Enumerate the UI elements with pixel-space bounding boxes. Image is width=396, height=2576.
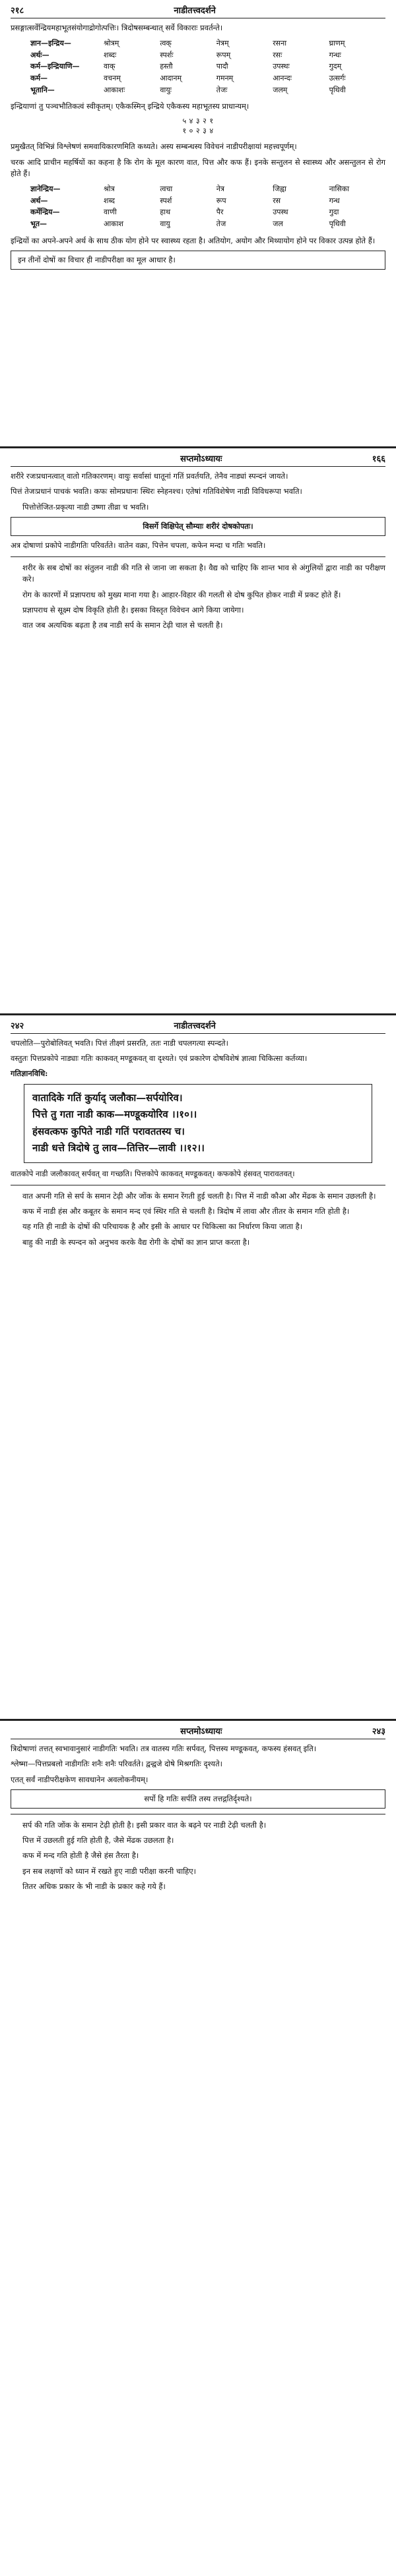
paragraph: कफ में मन्द गति होती है जैसे हंस तैरता है।: [22, 1851, 139, 1861]
page-242: [0, 1015, 396, 1721]
paragraph: पित्तोत्तेजित-प्रकृत्या नाडी उष्णा तीव्रा च भवति।: [22, 502, 149, 512]
page-header: [11, 452, 385, 467]
verse-line: वातादिके गतिं कुर्याद् जलौका—सर्पयोरिव।: [32, 1091, 183, 1104]
table-row: ज्ञानेन्द्रिय— श्रोत्र त्वचा नेत्र जिह्वा नासिका: [30, 185, 350, 194]
paragraph: वातकोपे नाडी जलौकावत् सर्पवत् वा गच्छति। पित्तकोपे काकवत् मण्डूकवत्। कफकोपे हंसवत् पारावतवत्।: [11, 1168, 295, 1178]
paragraph: इन सब लक्षणों को ध्यान में रखते हुए नाडी परीक्षा करनी चाहिए।: [22, 1866, 196, 1876]
page-header: [11, 4, 385, 18]
table-row: अर्थ— शब्द स्पर्श रूप रस गन्ध: [30, 196, 340, 205]
page-number: १६६: [372, 454, 385, 464]
paragraph: त्रिदोषाणां तत्तत् स्वभावानुसारं नाडीगतिः भवति। तत्र वातस्य गतिः सर्पवत्, पित्तस्य मण्डूकवत्, कफस्य हंसवत् इति।: [11, 1744, 317, 1753]
verse-block: [24, 1084, 372, 1163]
table-row: भूत— आकाश वायु तेज जल पृथिवी: [30, 220, 346, 228]
verse-line: पित्ते तु गता नाडी काक—मण्डूकयोरिव ।।१०।।: [32, 1108, 197, 1120]
page-number: २४२: [11, 1021, 24, 1031]
paragraph: चपलोति—पुरोबोलिवत् भवति। पित्तं तीक्ष्णं प्रसरति, ततः नाडी चपलगत्या स्पन्दते।: [11, 1038, 228, 1048]
paragraph: बाहु की नाडी के स्पन्दन को अनुभव करके वैद्य रोगी के दोषों का ज्ञान प्राप्त करता है।: [22, 1237, 250, 1247]
divider: [11, 556, 385, 557]
paragraph: वात जब अत्यधिक बढ़ता है तब नाडी सर्प के समान टेढ़ी चाल से चलती है।: [22, 620, 223, 630]
paragraph: इन्द्रियाणां तु पञ्चभौतिकत्वं स्वीकृतम्। एकैकस्मिन् इन्द्रिये एकैकस्य महाभूतस्य प्राधान्यम्।: [11, 102, 249, 111]
boxed-quote: विसर्गे विक्षिपेत् सौम्याः शरीरं दोषकोपतः।: [11, 517, 385, 536]
page-header: [11, 1725, 385, 1739]
table-row: भूतानि— आकाशः वायुः तेजः जलम् पृथिवी: [30, 85, 346, 94]
paragraph: प्रज्ञापराध से सूक्ष्म दोष विकृति होती है। इसका विस्तृत विवेचन आगे किया जायेगा।: [22, 605, 244, 614]
paragraph: प्रसङ्गात्सर्वेन्द्रियमहाभूतसंयोगाद्रोगोत्पत्तिः। त्रिदोषसम्बन्धात् सर्वे विकाराः प्रवर्तन्ते।: [11, 23, 223, 32]
paragraph: रोग के कारणों में प्रज्ञापराध को मुख्य माना गया है। आहार-विहार की गलती से दोष कुपित होकर नाडी में प्रकट होते हैं।: [22, 589, 341, 599]
page-218: [0, 0, 396, 448]
running-title: सप्तमोऽध्यायः: [180, 454, 222, 464]
paragraph: कफ में नाडी हंस और कबूतर के समान मन्द एवं स्थिर गति से चलती है। त्रिदोष में लावा और तीतर के समान गति होती है।: [22, 1207, 350, 1216]
paragraph: यह गति ही नाडी के दोषों की परिचायक है और इसी के आधार पर चिकित्सा का निर्धारण किया जाता है।: [22, 1222, 303, 1232]
paragraph: एतत् सर्वं नाडीपरीक्षकेण सावधानेन अवलोकनीयम्।: [11, 1774, 148, 1784]
paragraph: चरक आदि प्राचीन महर्षियों का कहना है कि रोग के मूल कारण वात, पित्त और कफ हैं। इनके सन्तुलन से स्वास्थ्य और असन्तुलन से रोग होते हैं।: [11, 157, 385, 178]
paragraph: सर्प की गति जोंक के समान टेढ़ी होती है। इसी प्रकार वात के बढ़ने पर नाडी टेढ़ी चलती है।: [22, 1820, 267, 1830]
table-row: कर्म— वचनम् आदानम् गमनम् आनन्दः उत्सर्गः: [30, 74, 346, 83]
section-heading: गतिज्ञानविधि:: [11, 1068, 48, 1078]
page-199: [0, 448, 396, 1015]
paragraph: शरीरे रजःप्रधानत्वात् वातो गतिकारणम्। वायुः सर्वासां धातूनां गतिं प्रवर्तयति, तेनैव नाड्यां स्पन्दनं जायते।: [11, 471, 288, 481]
boxed-quote: सर्पो हि गतिः सर्पति तस्य तत्तद्गतिर्दृश्यते।: [11, 1789, 385, 1809]
running-title: नाडीतत्त्वदर्शने: [174, 6, 216, 16]
verse-line: हंसवत्कफ कुपिते नाडी गतिं परावततस्य च।: [32, 1125, 185, 1137]
paragraph: अत्र दोषाणां प्रकोपे नाडीगतिः परिवर्तते। वातेन वक्रा, पित्तेन चपला, कफेन मन्दा च गतिः भवति।: [11, 540, 266, 550]
table-row: कर्मेन्द्रिय— वाणी हाथ पैर उपस्थ गुदा: [30, 208, 339, 217]
sense-organ-table: [30, 38, 385, 96]
page-number: २१८: [11, 6, 24, 16]
page-header: [11, 1019, 385, 1034]
page-number: २४३: [372, 1727, 385, 1737]
page-243: [0, 1721, 396, 2576]
numeric-sequence: ५ ४ ३ २ १ १ ० २ ३ ४: [182, 117, 214, 136]
paragraph: श्लेष्मा—पित्तप्रबलो नाडीगतिः शनैः शनैः परिवर्तते। द्वन्द्वजे दोषे मिश्रगतिः दृश्यते।: [11, 1759, 223, 1769]
table-row: अर्थः— शब्दः स्पर्शः रूपम् रसः गन्धः: [30, 50, 341, 59]
running-title: सप्तमोऽध्यायः: [180, 1727, 222, 1737]
verse-line: नाडी धत्ते त्रिदोषे तु लाव—तित्तिर—लावी ।।१२।।: [32, 1142, 205, 1154]
paragraph: इन्द्रियों का अपने-अपने अर्थ के साथ ठीक योग होने पर स्वास्थ्य रहता है। अतियोग, अयोग और मिथ्यायोग होने पर विकार उत्पन्न होते हैं।: [11, 235, 376, 245]
paragraph: वस्तुतः पित्तप्रकोपे नाड्याः गतिः काकवत् मण्डूकवत् वा दृश्यते। एवं प्रकारेण दोषविशेषं ज्ञात्वा चिकित्सा कर्तव्या।: [11, 1054, 308, 1063]
paragraph: वात अपनी गति से सर्प के समान टेढ़ी और जोंक के समान रेंगती हुई चलती है। पित्त में नाडी कौआ और मेंढक के समान उछलती है।: [22, 1191, 376, 1201]
table-row: ज्ञान—इन्द्रिय— श्रोत्रम् त्वक् नेत्रम् रसना घ्राणम्: [30, 39, 345, 48]
paragraph: शरीर के सब दोषों का संतुलन नाडी की गति से जाना जा सकता है। वैद्य को चाहिए कि शान्त भाव से अंगुलियों द्वारा नाडी का परीक्षण करे।: [22, 563, 385, 584]
paragraph: पित्त में उछलती हुई गति होती है, जैसे मेंढक उछलता है।: [22, 1836, 174, 1845]
paragraph: पित्तं तेजःप्रधानं पाचकं भवति। कफः सोमप्रधानः स्थिरः स्नेहनश्च। एतेषां गतिविशेषेण नाडी विविधरूपा भवति।: [11, 487, 302, 496]
boxed-note: इन तीनों दोषों का विचार ही नाडीपरीक्षा का मूल आधार है।: [11, 251, 385, 270]
sense-organ-table-hindi: [30, 183, 385, 229]
running-title: नाडीतत्त्वदर्शने: [174, 1021, 216, 1031]
paragraph: प्रमुखैतत् विभिन्नं विश्लेषणं समवायिकारणमिति कथ्यते। अस्य सम्बन्धस्य विवेचनं नाडीपरीक्षायां महत्त्वपूर्णम्।: [11, 142, 297, 152]
table-row: कर्म—इन्द्रियाणि— वाक् हस्तौ पादौ उपस्थः गुदम्: [30, 62, 342, 71]
paragraph: तितर अधिक प्रकार के भी नाडी के प्रकार कहे गये हैं।: [22, 1881, 166, 1891]
